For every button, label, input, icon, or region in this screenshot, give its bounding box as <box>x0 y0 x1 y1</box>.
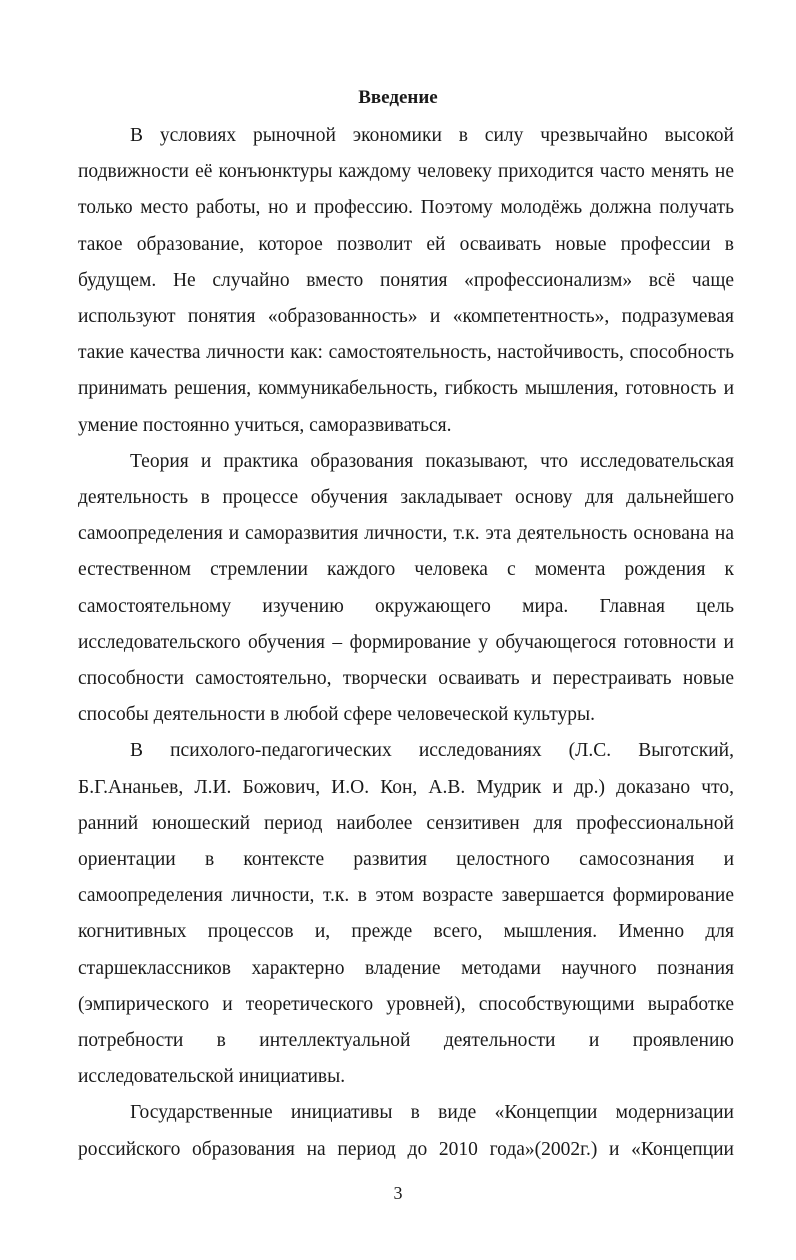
section-title: Введение <box>358 87 438 108</box>
body-text <box>78 118 734 1168</box>
page-number: 3 <box>393 1183 403 1203</box>
paragraph-3: В психолого-педагогических исследованиях (Л.С. Выготский, Б.Г.Ананьев, Л.И. Божович, И.О. Кон, А.В. Мудрик и др.) доказано что, ранний юношеский период наиболее сензитивен для профессиональной ориентации в контексте развития целостного самосознания и самоопределения личности, т.к. в этом возрасте завершается формирование когнитивных процессов и, прежде всего, мышления. Именно для старшеклассников характерно владение методами научного познания (эмпирического и теоретического уровней), способствующими выработке потребности в интеллектуальной деятельности и проявлению исследовательской инициативы. <box>78 740 734 1088</box>
paragraph-4: Государственные инициативы в виде «Концепции модернизации российского образования на период до 2010 года»(2002г.) и «Концепции <box>78 1102 734 1160</box>
paragraph-2: Теория и практика образования показывают, что исследовательская деятельность в процессе обучения закладывает основу для дальнейшего самоопределения и саморазвития личности, т.к. эта деятельность основана на естественном стремлении каждого человека с момента рождения к самостоятельному изучению окружающего мира. Главная цель исследовательского обучения – формирование у обучающегося готовности и способности самостоятельно, творчески осваивать и перестраивать новые способы деятельности в любой сфере человеческой культуры. <box>78 450 734 726</box>
paragraph-1: В условиях рыночной экономики в силу чрезвычайно высокой подвижности её конъюнктуры каждому человеку приходится часто менять не только место работы, но и профессию. Поэтому молодёжь должна получать такое образование, которое позволит ей осваивать новые профессии в будущем. Не случайно вместо понятия «профессионализм» всё чаще используют понятия «образованность» и «компетентность», подразумевая такие качества личности как: самостоятельность, настойчивость, способность принимать решения, коммуникабельность, гибкость мышления, готовность и умение постоянно учиться, саморазвиваться. <box>78 125 734 436</box>
